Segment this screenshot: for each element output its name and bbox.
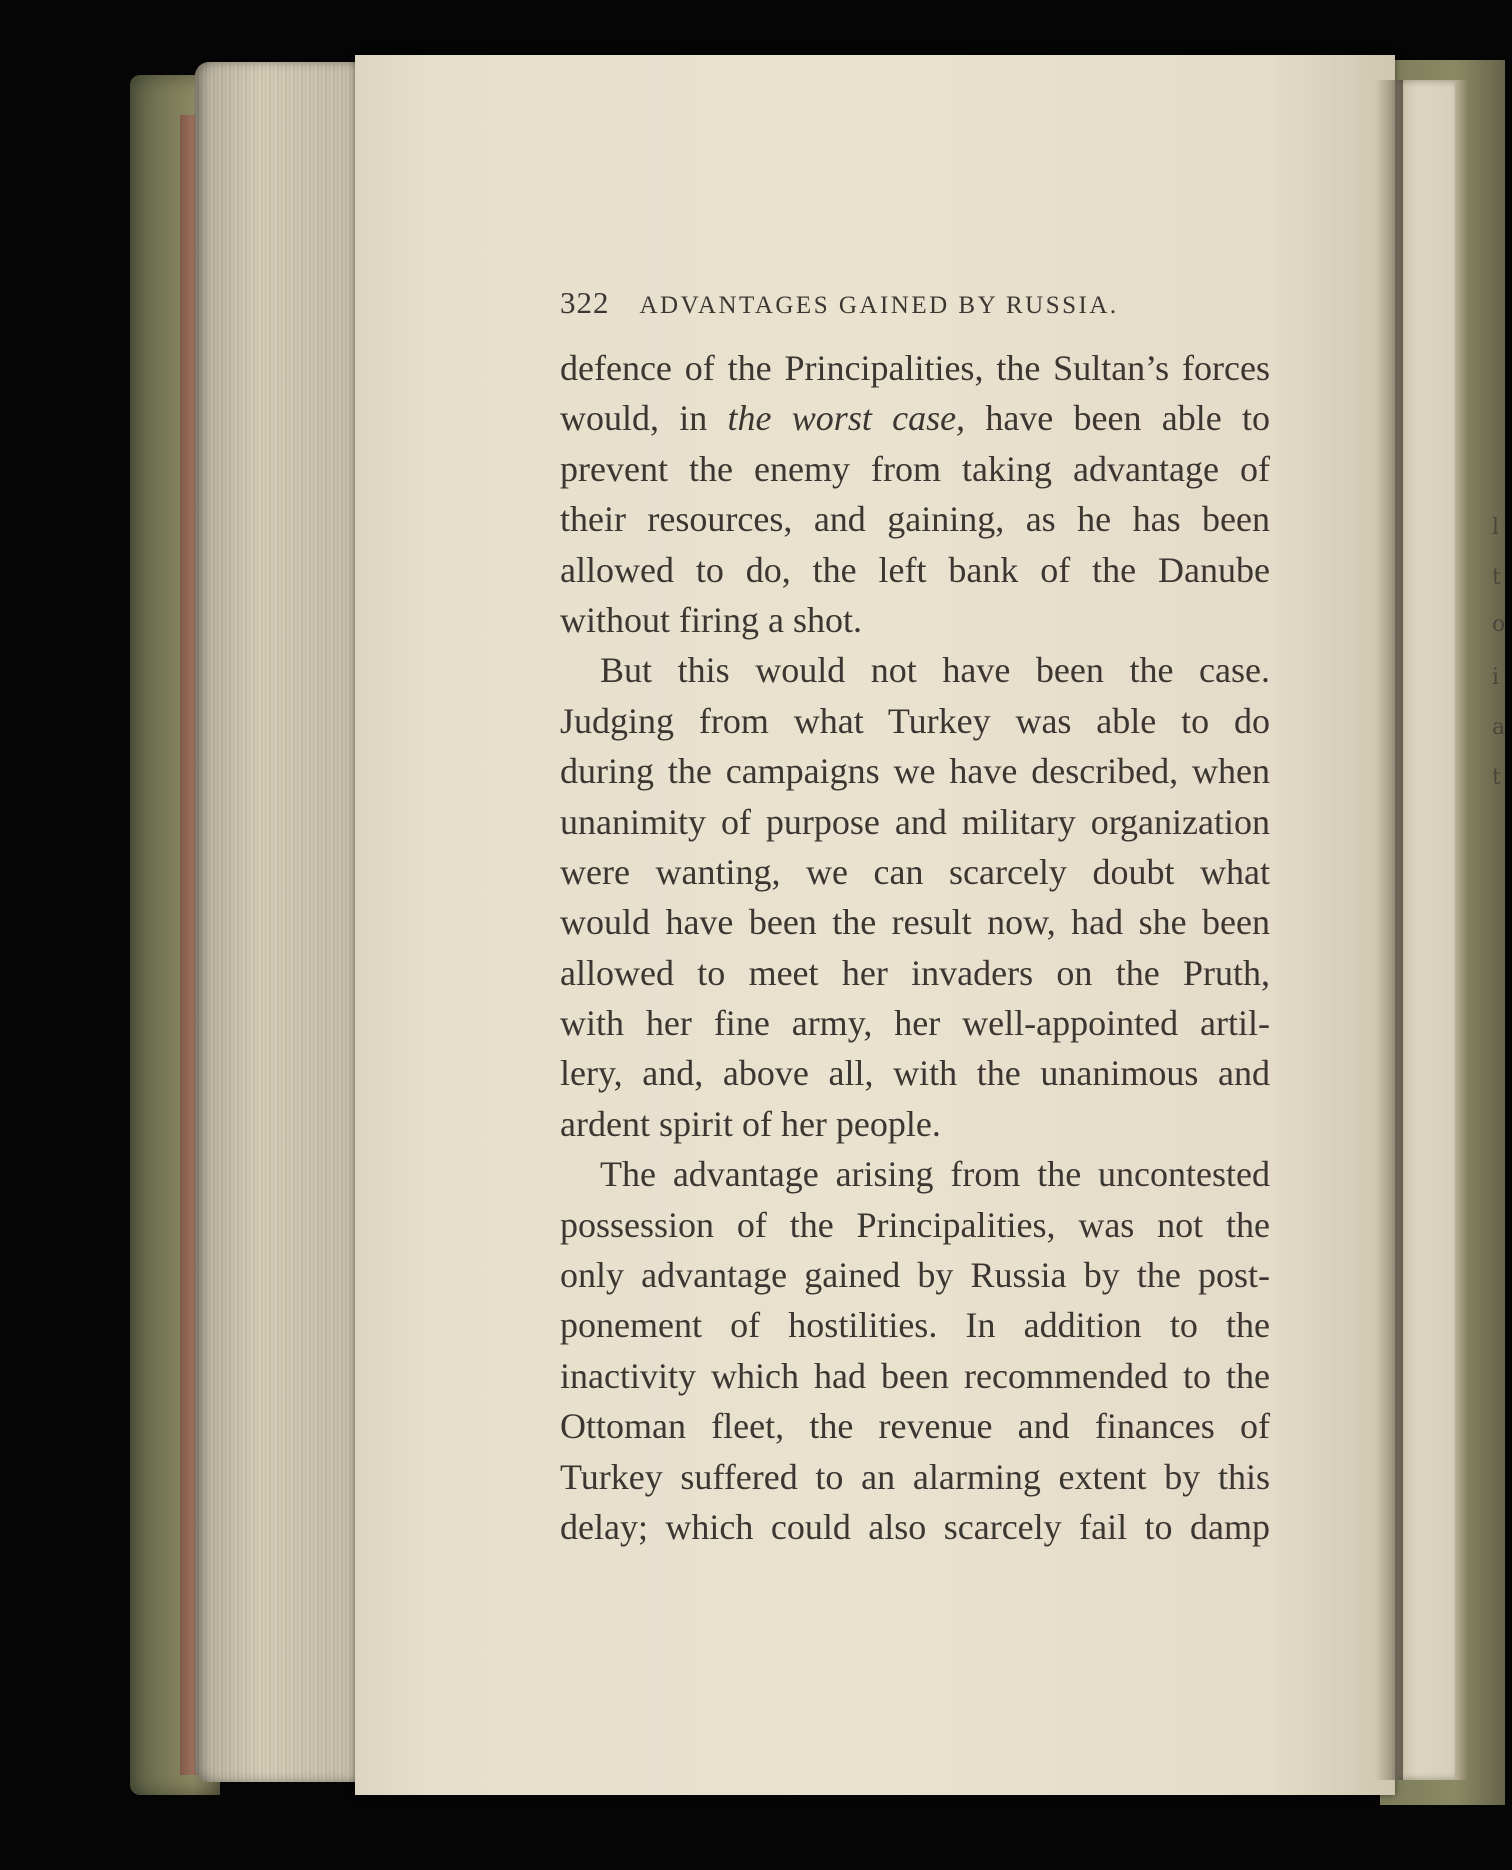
text-line: Judging from what Turkey was able to do [560, 700, 1270, 741]
text-line: Turkey suffered to an alarming extent by this [560, 1456, 1270, 1497]
text-line: defence of the Principalities, the Sultan’s forces [560, 348, 1270, 388]
running-title: ADVANTAGES GAINED BY RUSSIA. [639, 292, 1119, 319]
text-line: unanimity of purpose and military organization [560, 801, 1270, 842]
paragraph-start: The advantage arising from the uncontested [600, 1154, 1270, 1195]
running-head [560, 285, 1270, 321]
facing-page-letter: t [1492, 765, 1501, 790]
text-line: without firing a shot. [560, 599, 862, 640]
facing-page-letter: l [1492, 515, 1500, 540]
text-line: ardent spirit of her people. [560, 1103, 941, 1144]
text-line: allowed to meet her invaders on the Pruth, [560, 952, 1270, 993]
text-line: during the campaigns we have described, when [560, 751, 1270, 792]
text-line: were wanting, we can scarcely doubt what [560, 851, 1270, 892]
text-line: ponement of hostilities. In addition to the [560, 1305, 1270, 1346]
facing-page-letter: i [1492, 665, 1500, 690]
text-line: would have been the result now, had she been [560, 902, 1270, 943]
page-text [560, 285, 1270, 1552]
facing-page-letter: o [1492, 612, 1506, 637]
paragraph-start: But this would not have been the case. [600, 650, 1270, 691]
page-number: 322 [560, 285, 610, 320]
text-line: Ottoman fleet, the revenue and finances of [560, 1406, 1270, 1447]
text-line: delay; which could also scarcely fail to damp [560, 1506, 1270, 1547]
text-line: would, in the worst case, have been able to [560, 398, 1270, 439]
text-line: allowed to do, the left bank of the Danube [560, 549, 1270, 590]
facing-page-letter: a [1492, 715, 1506, 740]
text-line: inactivity which had been recommended to the [560, 1355, 1270, 1396]
text-line: with her fine army, her well-appointed artil- [560, 1003, 1270, 1044]
facing-page-letter: t [1492, 565, 1501, 590]
text-line: their resources, and gaining, as he has been [560, 499, 1270, 540]
page-gutter [1375, 80, 1403, 1780]
text-line: prevent the enemy from taking advantage of [560, 448, 1270, 489]
text-line: lery, and, above all, with the unanimous and [560, 1053, 1270, 1094]
facing-page [1395, 80, 1455, 1780]
italic-phrase: the worst case, [727, 398, 966, 439]
text-line: only advantage gained by Russia by the post- [560, 1255, 1270, 1296]
text-line: possession of the Principalities, was not the [560, 1204, 1270, 1245]
